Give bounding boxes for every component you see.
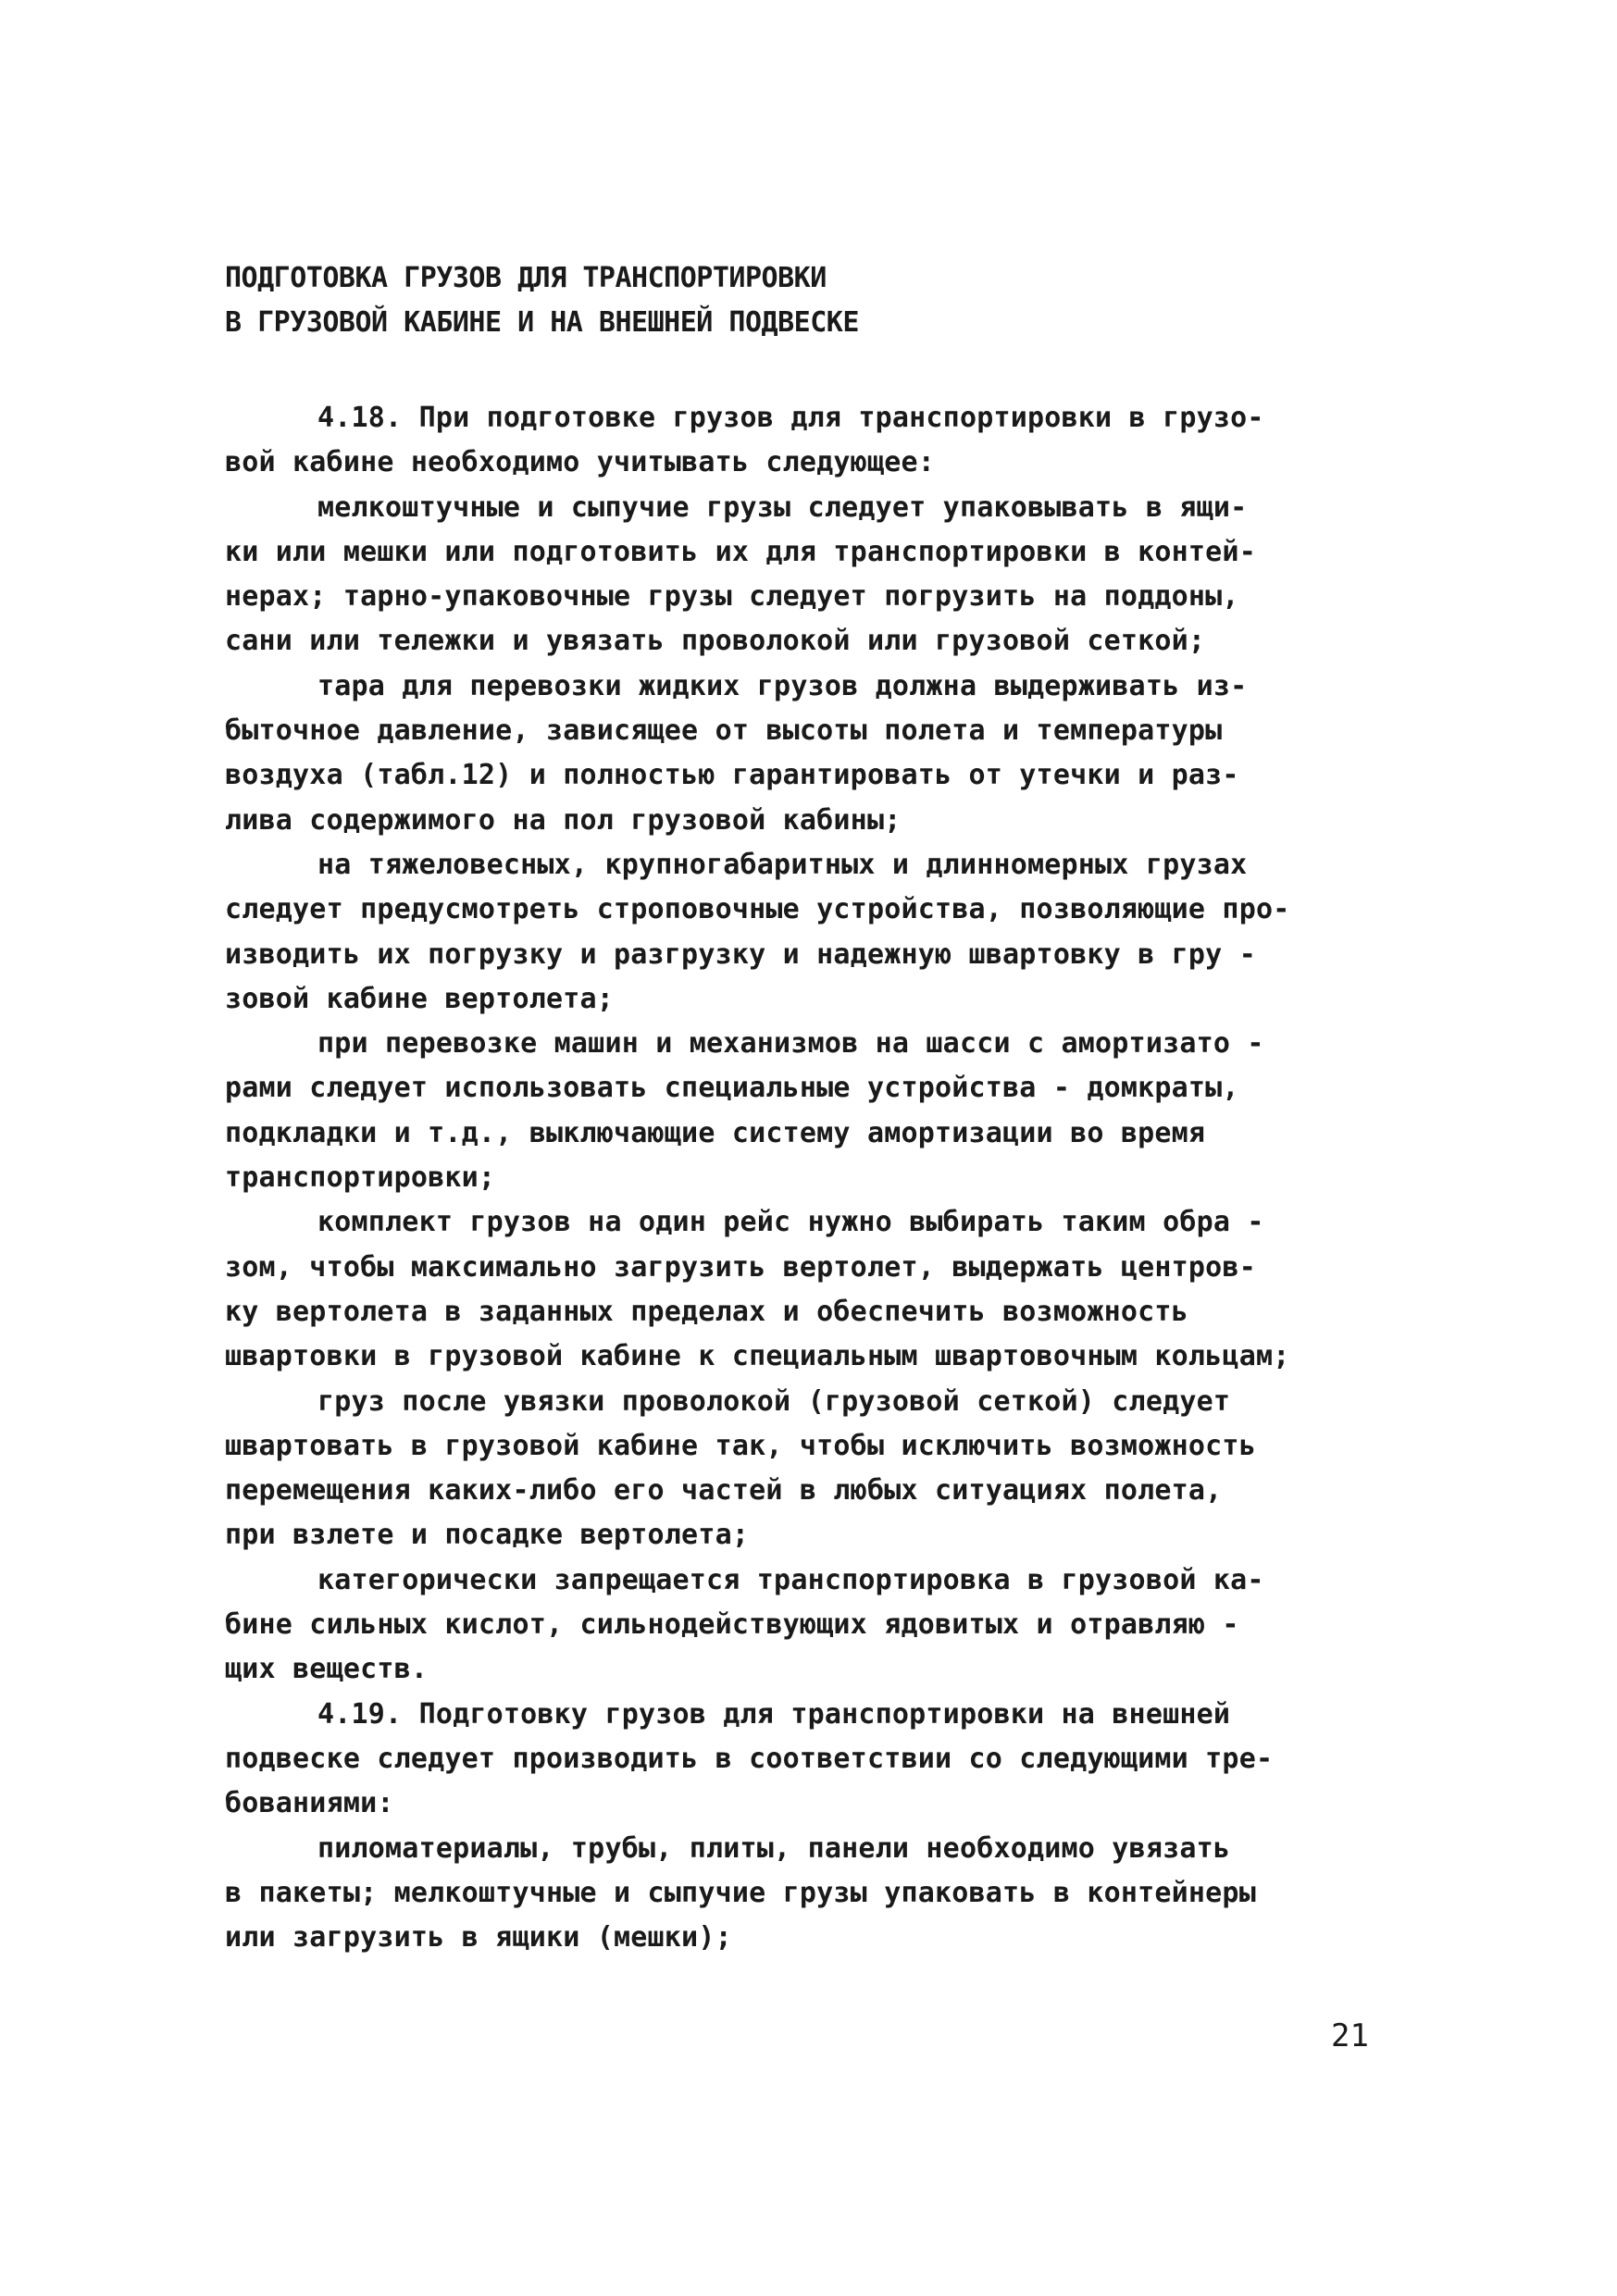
text-line: быточное давление, зависящее от высоты полета и температуры xyxy=(225,714,1223,748)
text-line: или загрузить в ящики (мешки); xyxy=(225,1921,732,1955)
text-line: мелкоштучные и сыпучие грузы следует упаковывать в ящи- xyxy=(317,490,1248,524)
heading-line-1: ПОДГОТОВКА ГРУЗОВ ДЛЯ ТРАНСПОРТИРОВКИ xyxy=(225,262,827,294)
text-line: изводить их погрузку и разгрузку и надежную швартовку в гру - xyxy=(225,937,1256,971)
text-line: сани или тележки и увязать проволокой или грузовой сеткой; xyxy=(225,625,1206,658)
text-line: нерах; тарно-упаковочные грузы следует погрузить на поддоны, xyxy=(225,580,1239,614)
text-line: груз после увязки проволокой (грузовой сеткой) следует xyxy=(317,1384,1231,1418)
text-line: при взлете и посадке вертолета; xyxy=(225,1519,750,1552)
text-line: тара для перевозки жидких грузов должна выдерживать из- xyxy=(317,669,1248,702)
text-line: бине сильных кислот, сильнодействующих ядовитых и отравляю - xyxy=(225,1608,1239,1642)
text-line: комплект грузов на один рейс нужно выбирать таким обра - xyxy=(317,1206,1264,1239)
text-line: 4.19. Подготовку грузов для транспортировки на внешней xyxy=(317,1697,1231,1731)
text-line: перемещения каких-либо его частей в любых ситуациях полета, xyxy=(225,1474,1223,1508)
text-line: зом, чтобы максимально загрузить вертолет, выдержать центров- xyxy=(225,1250,1256,1284)
text-line: лива содержимого на пол грузовой кабины; xyxy=(225,803,902,837)
text-line: в пакеты; мелкоштучные и сыпучие грузы упаковать в контейнеры xyxy=(225,1876,1256,1909)
text-line: 4.18. При подготовке грузов для транспортировки в грузо- xyxy=(317,402,1264,434)
text-line: категорически запрещается транспортировка в грузовой ка- xyxy=(317,1563,1264,1596)
body-text xyxy=(225,396,1428,1960)
text-line: щих веществ. xyxy=(225,1653,429,1686)
text-line: воздуха (табл.12) и полностью гарантировать от утечки и раз- xyxy=(225,759,1239,792)
section-heading xyxy=(225,256,1428,345)
text-line: подвеске следует производить в соответствии со следующими тре- xyxy=(225,1742,1274,1775)
text-line: транспортировки; xyxy=(225,1161,496,1195)
text-line: швартовать в грузовой кабине так, чтобы исключить возможность xyxy=(225,1429,1256,1462)
text-line: при перевозке машин и механизмов на шасси с амортизато - xyxy=(317,1027,1264,1061)
page-number: 21 xyxy=(1331,2017,1369,2054)
text-line: швартовки в грузовой кабине к специальным швартовочным кольцам; xyxy=(225,1340,1290,1373)
text-line: вой кабине необходимо учитывать следующее: xyxy=(225,446,935,479)
text-line: бованиями: xyxy=(225,1787,394,1820)
text-line: зовой кабине вертолета; xyxy=(225,982,615,1015)
text-line: на тяжеловесных, крупногабаритных и длинномерных грузах xyxy=(317,848,1248,881)
text-line: рами следует использовать специальные устройства - домкраты, xyxy=(225,1072,1239,1105)
text-line: следует предусмотреть строповочные устройства, позволяющие про- xyxy=(225,893,1290,926)
text-line: пиломатериалы, трубы, плиты, панели необходимо увязать xyxy=(317,1831,1231,1865)
heading-line-2: В ГРУЗОВОЙ КАБИНЕ И НА ВНЕШНЕЙ ПОДВЕСКЕ xyxy=(225,306,859,339)
text-line: ку вертолета в заданных пределах и обеспечить возможность xyxy=(225,1295,1188,1328)
text-line: подкладки и т.д., выключающие систему амортизации во время xyxy=(225,1116,1206,1149)
text-line: ки или мешки или подготовить их для транспортировки в контей- xyxy=(225,535,1256,568)
